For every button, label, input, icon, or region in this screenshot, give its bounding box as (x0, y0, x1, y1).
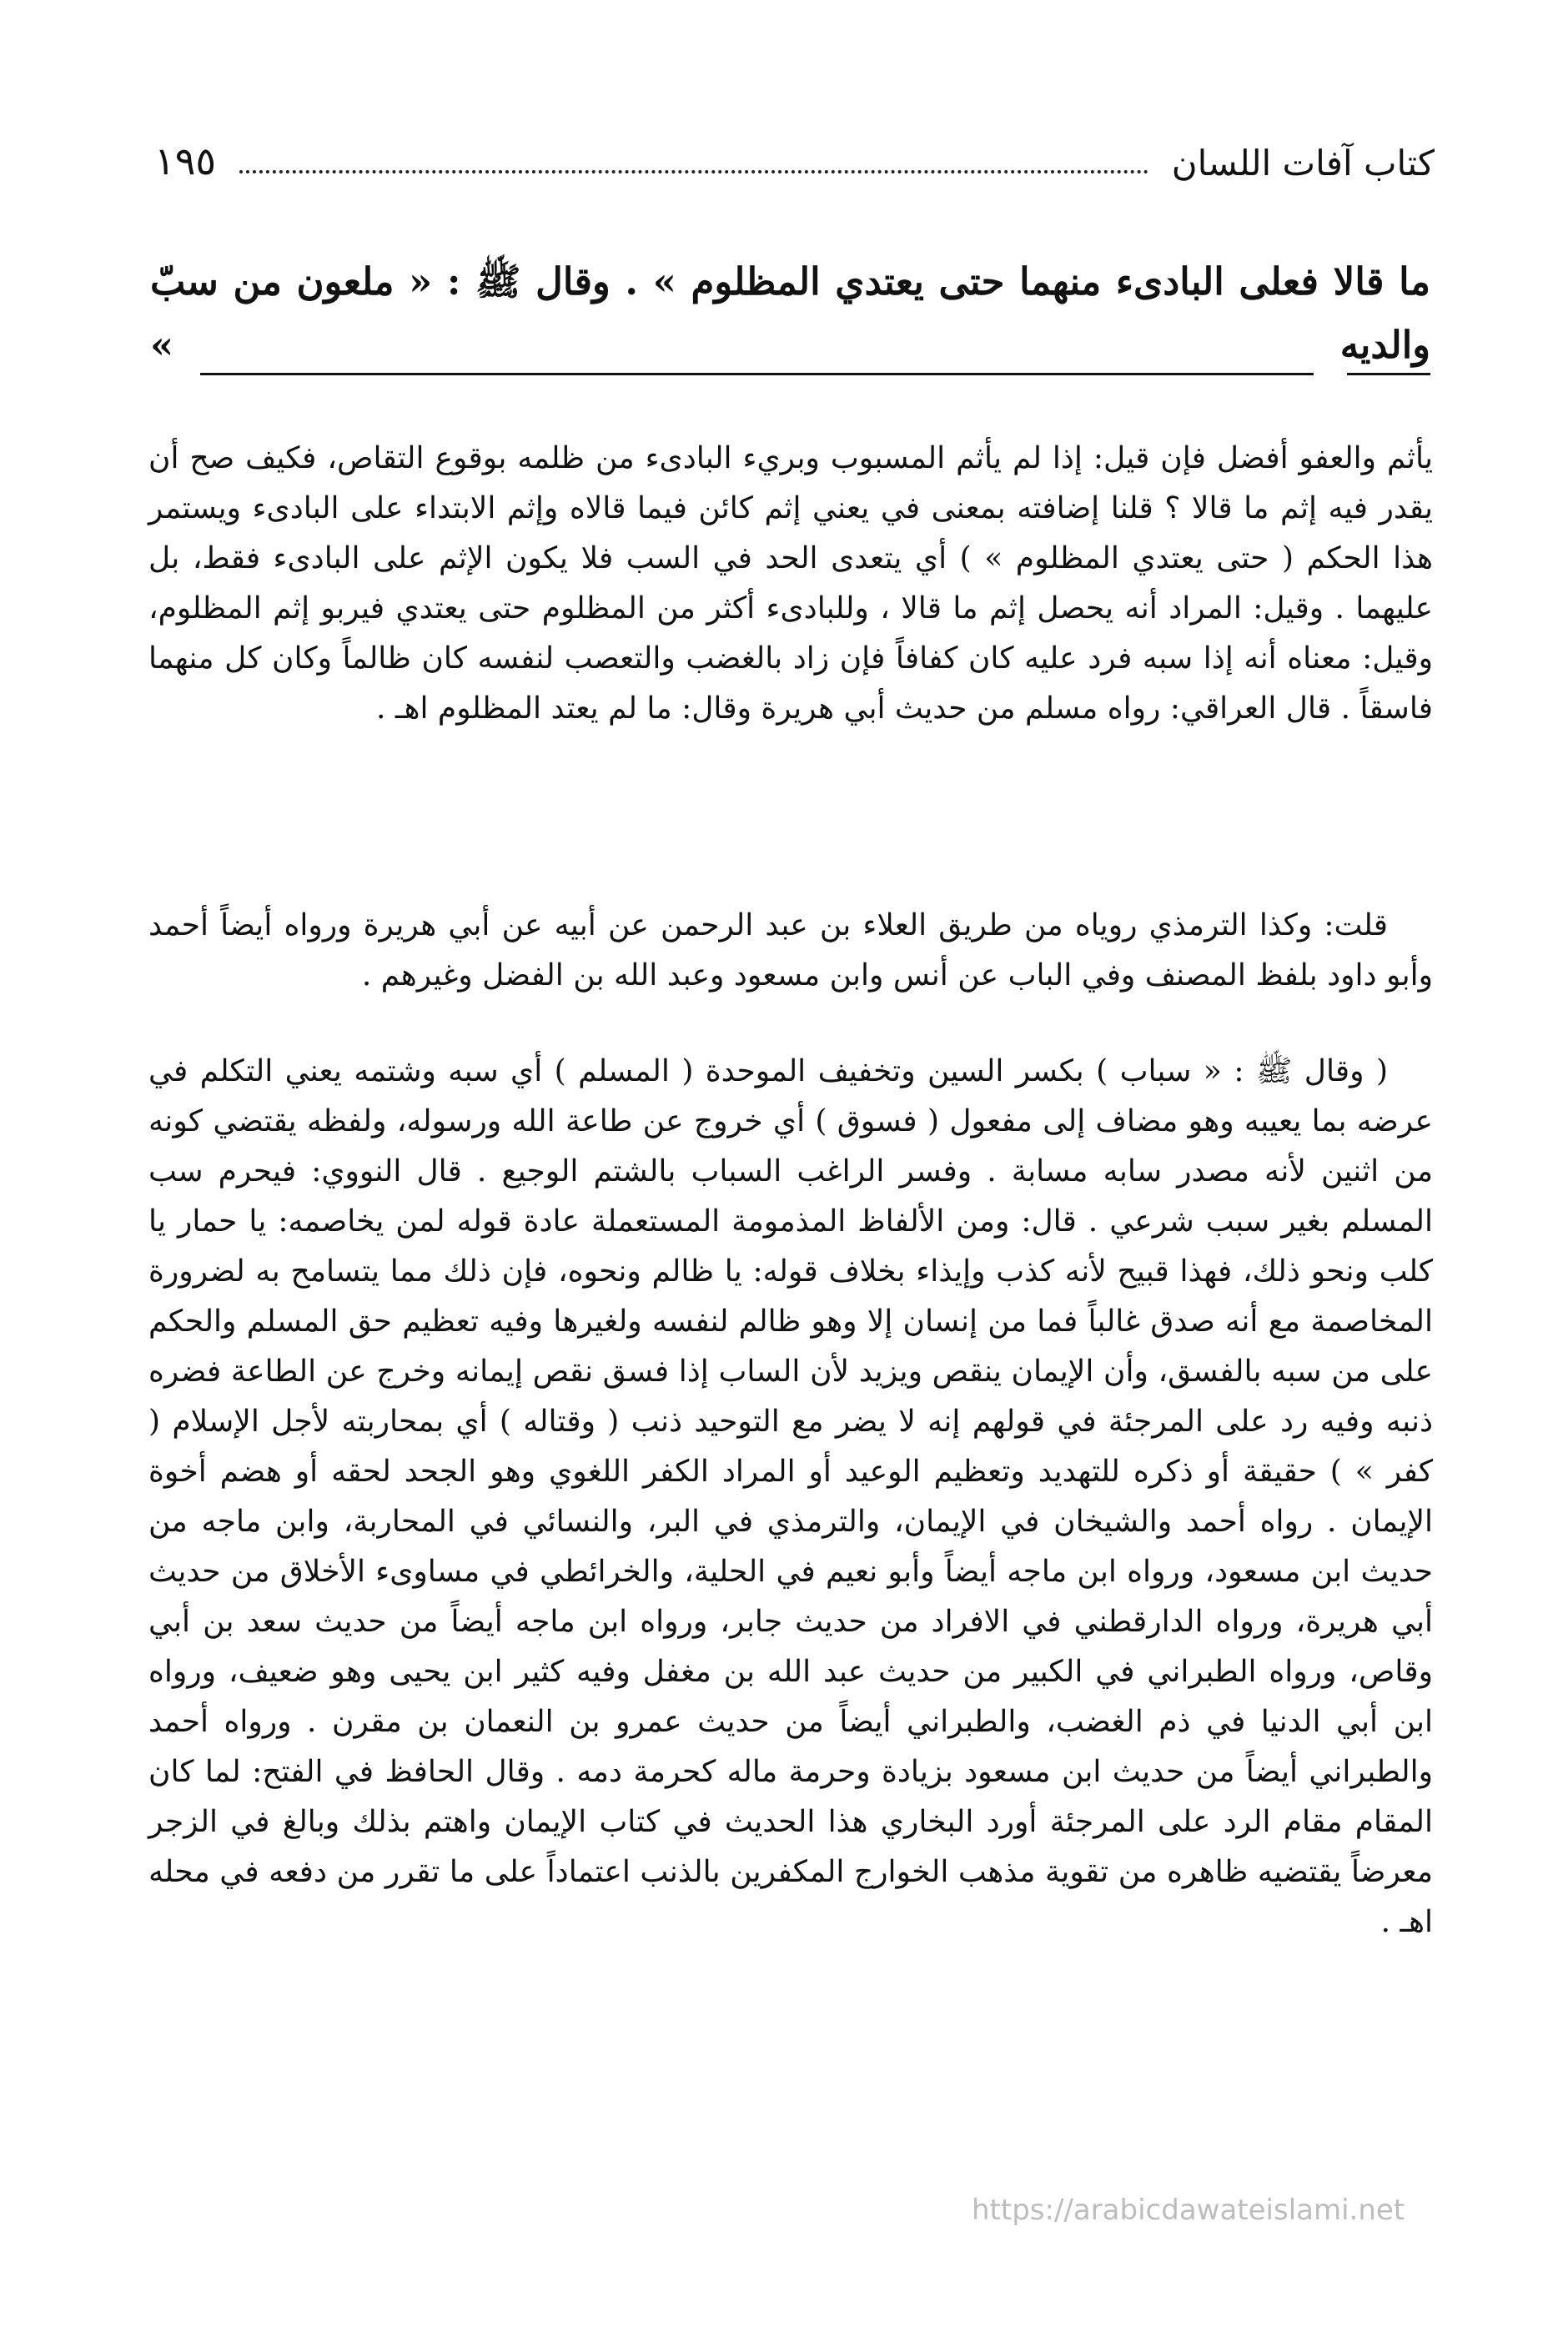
commentary-paragraph: قلت: وكذا الترمذي روياه من طريق العلاء بن عبد الرحمن عن أبيه عن أبي هريرة ورواه أيضاً أحمد وأبو داود بلفظ المصنف وفي الباب عن أنس وابن مسعود وعبد الله بن الفضل وغيرهم . (148, 908, 1433, 993)
main-text: ما قالا فعلى البادىء منهما حتى يعتدي المظلوم » . وقال ﷺ : « ملعون من سبّ والديه » (150, 259, 1430, 367)
page-number: ١٩٥ (154, 138, 217, 183)
page-header (154, 125, 1435, 183)
commentary-paragraph: ( وقال ﷺ : « سباب ) بكسر السين وتخفيف الموحدة ( المسلم ) أي سبه وشتمه يعني التكلم في عرضه بما يعيبه وهو مضاف إلى مفعول ( فسوق ) أي خروج عن طاعة الله ورسوله، ولفظه يقتضي كونه من اثنين لأنه مصدر سابه مسابة . وفسر الراغب السباب بالشتم الوجيع . قال النووي: فيحرم سب المسلم بغير سبب شرعي . قال: ومن الألفاظ المذمومة المستعملة عادة قوله لمن يخاصمه: يا حمار يا كلب ونحو ذلك، فهذا قبيح لأنه كذب وإيذاء بخلاف قوله: يا ظالم ونحوه، فإن ذلك مما يتسامح به لضرورة المخاصمة مع أنه صدق غالباً فما من إنسان إلا وهو ظالم لنفسه ولغيرها وفيه تعظيم حق المسلم والحكم على من سبه بالفسق، وأن الإيمان ينقص ويزيد لأن الساب إذا فسق نقص إيمانه وخرج عن الطاعة فضره ذنبه وفيه رد على المرجئة في قولهم إنه لا يضر مع التوحيد ذنب ( وقتاله ) أي بمحاربته لأجل الإسلام ( كفر » ) حقيقة أو ذكره للتهديد وتعظيم الوعيد أو المراد الكفر اللغوي وهو الجحد لحقه أو هضم أخوة الإيمان . رواه أحمد والشيخان في الإيمان، والترمذي في البر، والنسائي في المحاربة، وابن ماجه من حديث ابن مسعود، ورواه ابن ماجه أيضاً وأبو نعيم في الحلية، والخرائطي في مساوىء الأخلاق من حديث أبي هريرة، ورواه الدارقطني في الافراد من حديث جابر، ورواه ابن ماجه أيضاً من حديث سعد بن أبي وقاص، ورواه الطبراني في الكبير من حديث عبد الله بن مغفل وفيه كثير ابن يحيى وهو ضعيف، ورواه ابن أبي الدنيا في ذم الغضب، والطبراني أيضاً من حديث عمرو بن النعمان بن مقرن . ورواه أحمد والطبراني أيضاً من حديث ابن مسعود بزيادة وحرمة ماله كحرمة دمه . وقال الحافظ في الفتح: لما كان المقام مقام الرد على المرجئة أورد البخاري هذا الحديث في كتاب الإيمان واهتم بذلك وبالغ في الزجر معرضاً يقتضيه ظاهره من تقوية مذهب الخوارج المكفرين بالذنب اعتماداً على ما تقرر من دفعه في محله اهـ . (148, 1054, 1433, 1939)
header-dotted-leader (239, 170, 1148, 173)
commentary-block-2 (148, 901, 1433, 1001)
separator-short (1347, 373, 1430, 375)
separator-long (200, 373, 1314, 375)
book-title: كتاب آفات اللسان (1171, 143, 1435, 183)
watermark-url: https://arabicdawateislami.net (972, 2194, 1405, 2227)
commentary-block-1 (148, 434, 1433, 734)
commentary-paragraph: يأثم والعفو أفضل فإن قيل: إذا لم يأثم المسبوب وبريء البادىء من ظلمه بوقوع التقاص، فكيف صح أن يقدر فيه إثم ما قالا ؟ قلنا إضافته بمعنى في يعني إثم كائن فيما قالاه وإثم الابتداء على البادىء ويستمر هذا الحكم ( حتى يعتدي المظلوم » ) أي يتعدى الحد في السب فلا يكون الإثم على البادىء فقط، بل عليهما . وقيل: المراد أنه يحصل إثم ما قالا ، وللبادىء أكثر من المظلوم حتى يعتدي فيربو إثم المظلوم، وقيل: معناه أنه إذا سبه فرد عليه كان كفافاً فإن زاد بالغضب والتعصب لنفسه كان ظالماً وكان كل منهما فاسقاً . قال العراقي: رواه مسلم من حديث أبي هريرة وقال: ما لم يعتد المظلوم اهـ . (148, 441, 1433, 726)
commentary-block-3 (148, 1047, 1433, 1948)
